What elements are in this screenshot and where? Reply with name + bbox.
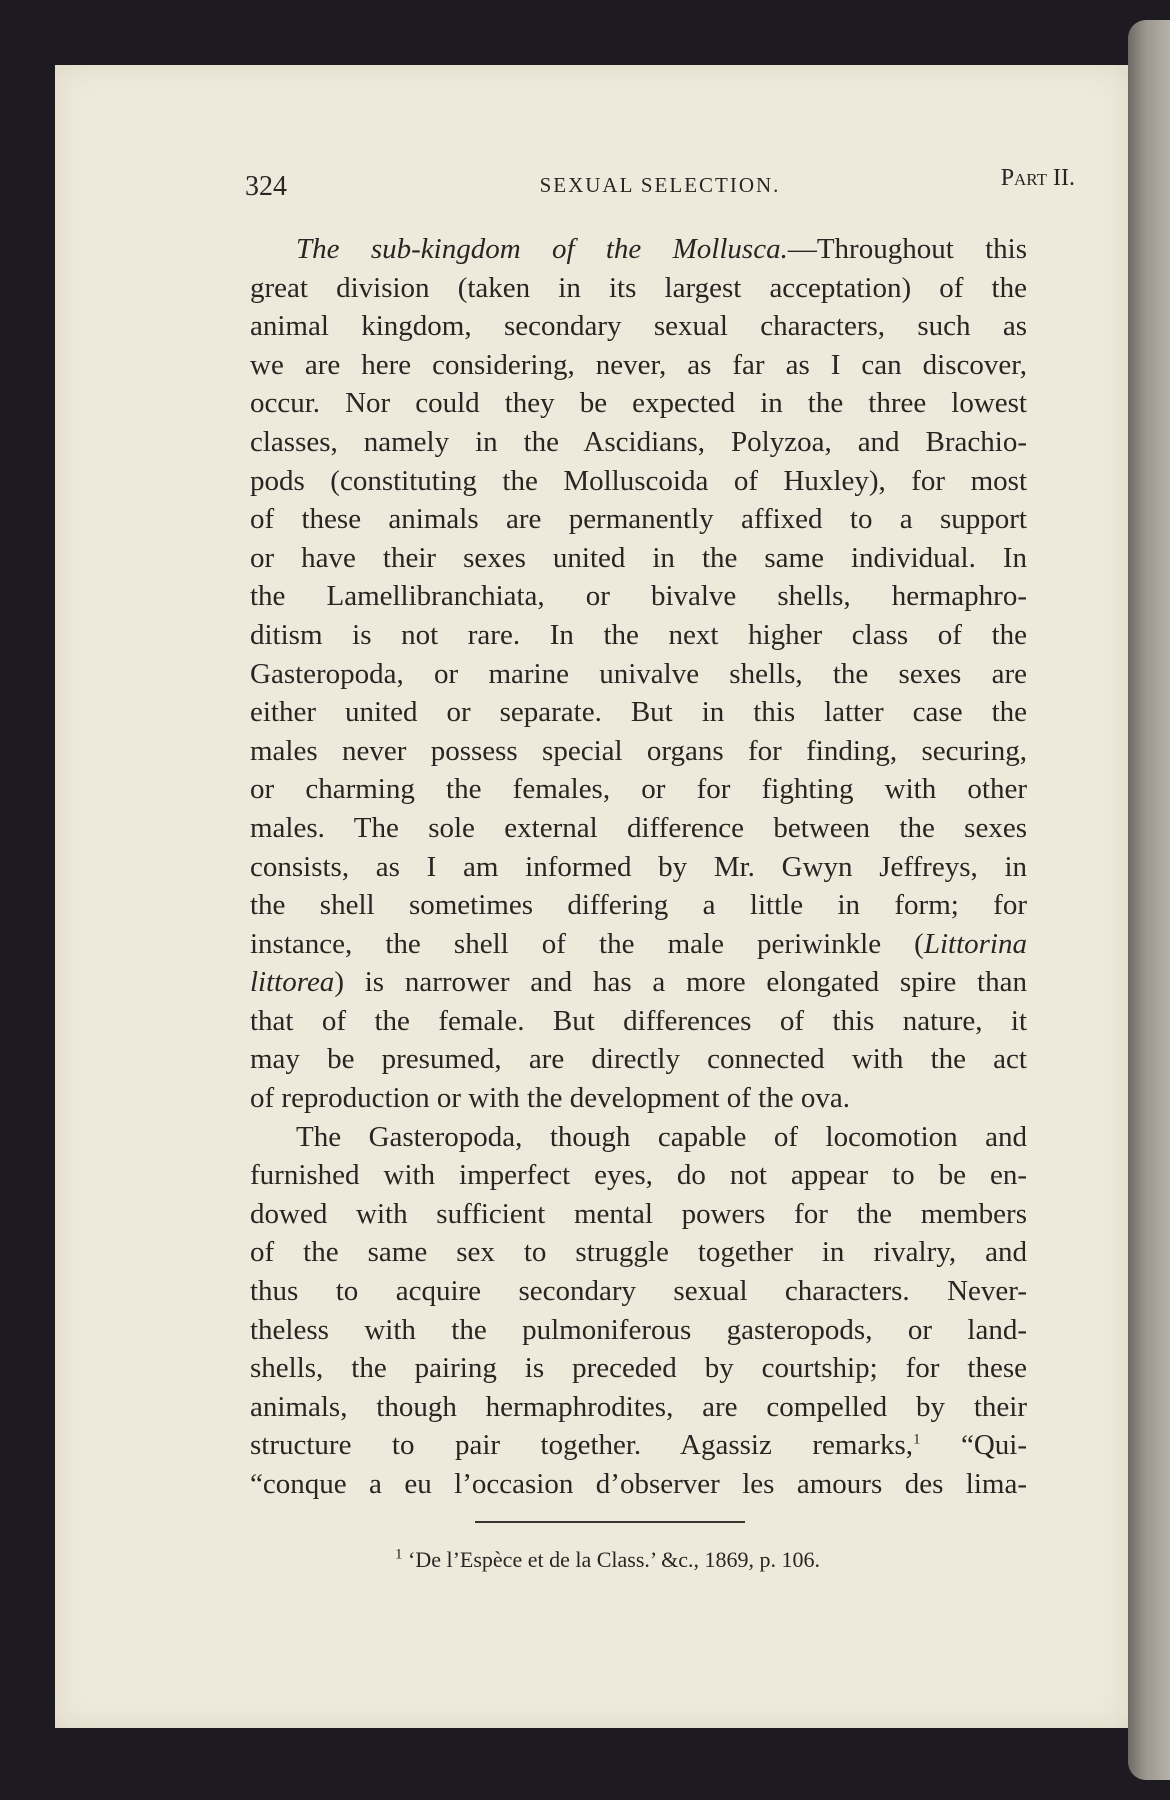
text-segment: occur. Nor could they be expected in the three lowest <box>250 387 1027 420</box>
text-segment: that of the female. But differences of this nature, it <box>250 1004 1027 1037</box>
text-line <box>250 1233 1027 1272</box>
footnote-reference: 1 <box>913 1431 921 1448</box>
text-line <box>250 307 1027 346</box>
body-text <box>250 230 1027 1504</box>
text-line <box>250 577 1027 616</box>
text-line <box>250 539 1027 578</box>
footnote-rule <box>475 1521 745 1523</box>
text-segment: ditism is not rare. In the next higher class of the <box>250 618 1027 651</box>
text-line <box>250 809 1027 848</box>
text-line <box>250 1311 1027 1350</box>
next-page-edge <box>1128 20 1170 1780</box>
text-line <box>250 500 1027 539</box>
text-line <box>250 384 1027 423</box>
text-segment: pods (constituting the Molluscoida of Huxley), for most <box>250 464 1027 497</box>
text-line <box>250 1388 1027 1427</box>
text-segment: “conque a eu l’occasion d’observer les amours des lima- <box>250 1468 1027 1500</box>
footnote-text: ‘De l’Espèce et de la Class.’ &c., 1869, p. 106. <box>402 1547 820 1572</box>
text-line <box>250 925 1027 964</box>
page-number: 324 <box>245 171 287 202</box>
text-segment: or charming the females, or for fighting with other <box>250 773 1027 806</box>
footnote <box>395 1547 820 1573</box>
text-segment: furnished with imperfect eyes, do not appear to be en- <box>250 1159 1027 1192</box>
text-segment: theless with the pulmoniferous gasteropods, or land- <box>250 1313 1027 1346</box>
text-line <box>250 848 1027 887</box>
text-segment: classes, namely in the Ascidians, Polyzoa, and Brachio- <box>250 425 1027 458</box>
text-line <box>250 1272 1027 1311</box>
text-line <box>250 1195 1027 1234</box>
text-segment: Littorina <box>923 927 1027 960</box>
text-line <box>250 269 1027 308</box>
text-line <box>250 770 1027 809</box>
text-segment: animal kingdom, secondary sexual characters, such as <box>250 310 1027 343</box>
page-header <box>245 165 1075 205</box>
text-segment: males. The sole external difference between the sexes <box>250 811 1027 844</box>
text-segment: males never possess special organs for finding, securing, <box>250 734 1027 767</box>
text-segment: The Gasteropoda, though capable of locomotion and <box>296 1120 1027 1153</box>
text-line <box>250 1118 1027 1157</box>
text-segment: instance, the shell of the male periwinkle ( <box>250 927 924 960</box>
text-segment: of the same sex to struggle together in rivalry, and <box>250 1236 1027 1269</box>
text-segment: may be presumed, are directly connected with the act <box>250 1043 1027 1076</box>
text-segment: Gasteropoda, or marine univalve shells, the sexes are <box>250 657 1027 690</box>
book-page <box>55 65 1128 1728</box>
text-line <box>250 693 1027 732</box>
part-label: Part II. <box>1000 165 1075 191</box>
text-segment: —Throughout this <box>787 233 1027 265</box>
text-segment: “Qui- <box>920 1429 1028 1462</box>
text-segment: of reproduction or with the development of the ova. <box>250 1082 850 1115</box>
text-line <box>250 1079 1027 1118</box>
text-line <box>250 1040 1027 1079</box>
text-line <box>250 963 1027 1002</box>
text-segment: animals, though hermaphrodites, are compelled by their <box>250 1390 1027 1423</box>
text-line <box>250 423 1027 462</box>
text-line <box>250 732 1027 771</box>
text-segment: of these animals are permanently affixed to a support <box>250 503 1027 536</box>
text-segment: dowed with sufficient mental powers for the members <box>250 1197 1027 1230</box>
text-line <box>250 1465 1027 1504</box>
text-line <box>250 655 1027 694</box>
text-segment: The sub-kingdom of the Mollusca. <box>296 233 788 265</box>
text-segment: littorea <box>250 966 335 999</box>
text-segment: great division (taken in its largest acceptation) of the <box>250 271 1027 304</box>
footnote-marker: 1 <box>395 1546 403 1563</box>
text-line <box>250 230 1027 269</box>
text-segment: structure to pair together. Agassiz remarks, <box>250 1429 913 1462</box>
text-line <box>250 1349 1027 1388</box>
text-line <box>250 346 1027 385</box>
text-segment: the shell sometimes differing a little in form; for <box>250 889 1027 922</box>
text-line <box>250 1426 1027 1465</box>
text-segment: consists, as I am informed by Mr. Gwyn Jeffreys, in <box>250 850 1027 883</box>
text-segment: or have their sexes united in the same individual. In <box>250 541 1027 574</box>
text-line <box>250 616 1027 655</box>
text-segment: we are here considering, never, as far as I can discover, <box>250 348 1027 381</box>
text-segment: the Lamellibranchiata, or bivalve shells, hermaphro- <box>250 580 1027 613</box>
text-line <box>250 886 1027 925</box>
text-segment: either united or separate. But in this latter case the <box>250 696 1027 729</box>
text-line <box>250 1156 1027 1195</box>
text-line <box>250 462 1027 501</box>
running-title: SEXUAL SELECTION. <box>539 173 781 197</box>
text-segment: thus to acquire secondary sexual characters. Never- <box>250 1275 1027 1308</box>
text-line <box>250 1002 1027 1041</box>
text-segment: shells, the pairing is preceded by courtship; for these <box>250 1352 1027 1385</box>
text-segment: ) is narrower and has a more elongated spire than <box>334 966 1027 999</box>
